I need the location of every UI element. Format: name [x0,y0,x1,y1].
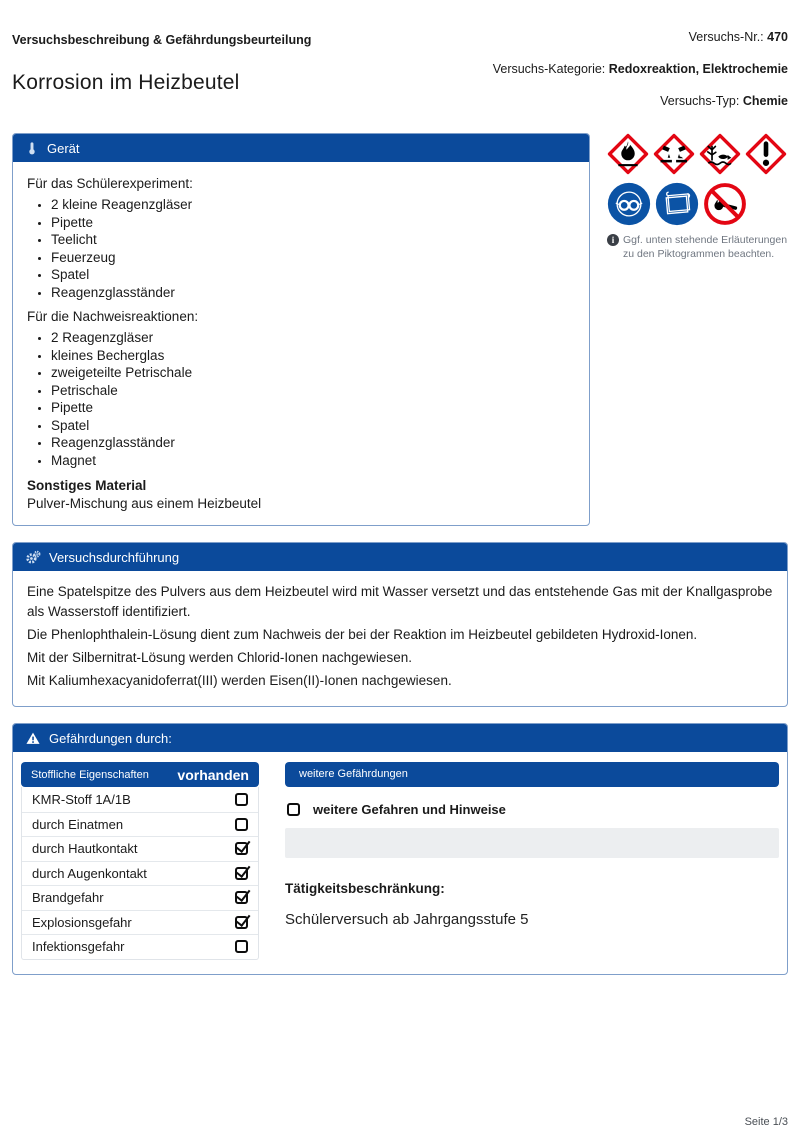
further-hazards-checkbox[interactable] [287,803,300,816]
experiment-type [493,94,788,108]
table-row [22,861,258,886]
further-hazards-panel [285,762,779,960]
other-material-value: Pulver-Mischung aus einem Heizbeutel [27,496,262,511]
activity-restriction-label: Tätigkeitsbeschränkung: [285,881,445,896]
safety-pictogram-row [607,182,789,226]
goggles-mandatory-icon [607,182,651,226]
list-item: • Pipette [51,399,575,417]
hazard-row-label: KMR-Stoff 1A/1B [32,791,131,807]
list-item: • Pipette [51,214,575,232]
further-hazards-textarea[interactable] [285,828,779,858]
info-icon: i [607,234,619,246]
procedure-section-title: Versuchsdurchführung [49,549,180,565]
header-left [12,30,311,95]
experiment-number-value: 470 [767,30,788,44]
further-hazards-header: weitere Gefährdungen [285,762,779,787]
table-row [22,934,258,959]
column-header-property: Stoffliche Eigenschaften [31,768,149,781]
pictogram-panel [607,133,789,526]
experiment-meta [493,30,788,108]
hazard-row-label: Explosionsgefahr [32,914,132,930]
further-hazards-checkbox-label: weitere Gefahren und Hinweise [313,802,506,817]
hazards-section [12,723,788,975]
hazard-row-label: Infektionsgefahr [32,939,125,955]
hazard-row-label: durch Hautkontakt [32,841,138,857]
list-item: • Feuerzeug [51,249,575,267]
doc-type-label: Versuchsbeschreibung & Gefährdungsbeurteilung [12,33,312,47]
pictogram-note-text: Ggf. unten stehende Erläuterungen zu den Piktogrammen beachten. [623,234,788,260]
list-item: • Reagenzglasständer [51,284,575,302]
list-item: • Spatel [51,266,575,284]
activity-restriction-value: Schülerversuch ab Jahrgangsstufe 5 [285,911,529,928]
thermometer-icon [25,141,39,156]
hazard-properties-table [21,762,259,960]
experiment-type-value: Chemie [742,94,788,108]
table-row [22,885,258,910]
hazard-table-header [21,762,259,787]
procedure-paragraph: Die Phenlophthalein-Lösung dient zum Nachweis der bei der Reaktion im Heizbeutel gebildeten Hydroxid-Ionen. [27,627,698,642]
hazard-checkbox-inhalation[interactable] [235,818,248,831]
hazard-checkbox-explosion[interactable] [235,916,248,929]
equipment-group-intro: Für das Schülerexperiment: [27,176,193,191]
list-item: • Teelicht [51,231,575,249]
hazard-checkbox-fire[interactable] [235,891,248,904]
list-item: • 2 kleine Reagenzgläser [51,196,575,214]
equipment-group-student [27,196,575,301]
warning-triangle-icon [25,731,41,746]
no-open-flame-icon [703,182,747,226]
equipment-list [13,162,589,525]
equipment-section-title: Gerät [47,140,80,156]
experiment-category-label: Versuchs-Kategorie: [492,62,606,76]
hazards-section-title: Gefährdungen durch: [49,730,172,746]
list-item: • Magnet [51,452,575,470]
experiment-type-label: Versuchs-Typ: [660,94,740,108]
list-item: • Spatel [51,417,575,435]
equipment-section [12,133,590,526]
page-indicator: Seite 1/3 [744,1116,788,1128]
hazard-row-label: durch Augenkontakt [32,865,147,881]
ghs-pictogram-row [607,133,789,175]
hazard-checkbox-kmr[interactable] [235,793,248,806]
equipment-section-header [13,134,589,162]
table-row [22,812,258,837]
further-hazards-check-row [287,802,779,817]
table-row [22,910,258,935]
equipment-group-detection [27,329,575,469]
procedure-text [13,571,787,706]
protective-screen-mandatory-icon [655,182,699,226]
hazard-checkbox-skin-contact[interactable] [235,842,248,855]
procedure-paragraph: Mit Kaliumhexacyanidoferrat(III) werden Eisen(II)-Ionen nachgewiesen. [27,673,452,688]
column-header-present: vorhanden [177,766,249,783]
page-title: Korrosion im Heizbeutel [12,71,240,94]
experiment-category-value: Redoxreaktion, Elektrochemie [608,62,788,76]
procedure-paragraph: Eine Spatelspitze des Pulvers aus dem Heizbeutel wird mit Wasser versetzt und das entstehende Gas mit der Knallgasprobe als Wasserstoff identifiziert. [27,584,773,619]
other-material-label: Sonstiges Material [27,478,147,493]
gears-icon [25,550,41,565]
procedure-paragraph: Mit der Silbernitrat-Lösung werden Chlorid-Ionen nachgewiesen. [27,650,412,665]
experiment-number-label: Versuchs-Nr.: [688,30,764,44]
experiment-category [493,62,788,76]
list-item: • Reagenzglasständer [51,434,575,452]
hazard-row-label: Brandgefahr [32,890,104,906]
procedure-section [12,542,788,707]
hazards-section-header [13,724,787,752]
ghs-corrosion-icon [653,133,695,175]
ghs-exclamation-icon [745,133,787,175]
hazard-checkbox-eye-contact[interactable] [235,867,248,880]
ghs-environment-icon [699,133,741,175]
hazard-row-label: durch Einatmen [32,816,124,832]
procedure-section-header [13,543,787,571]
table-row [22,787,258,812]
experiment-number [493,30,788,44]
table-row [22,836,258,861]
hazard-table-rows [21,787,259,960]
list-item: • kleines Becherglas [51,347,575,365]
pictogram-note [607,233,789,261]
equipment-group-intro: Für die Nachweisreaktionen: [27,309,199,324]
hazard-checkbox-infection[interactable] [235,940,248,953]
list-item: • Petrischale [51,382,575,400]
list-item: • 2 Reagenzgläser [51,329,575,347]
document-header [12,30,788,108]
ghs-flame-icon [607,133,649,175]
list-item: • zweigeteilte Petrischale [51,364,575,382]
